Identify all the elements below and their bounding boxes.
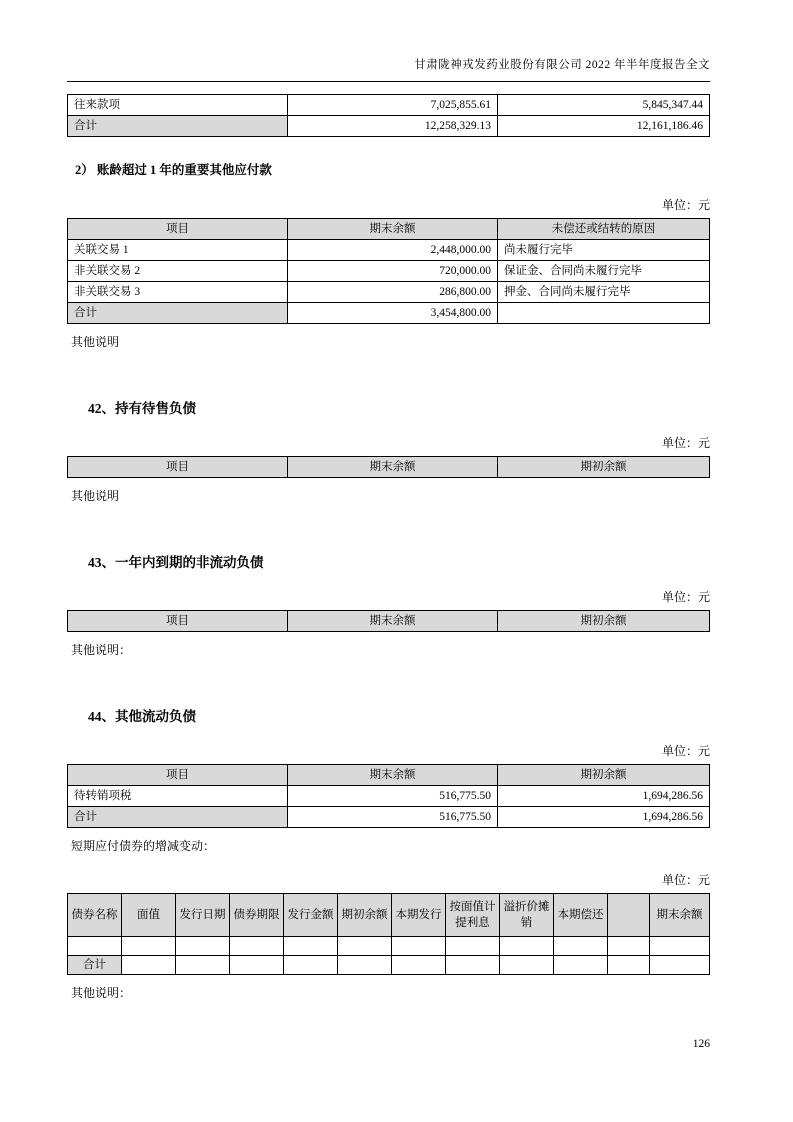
reason-cell: 保证金、合同尚未履行完毕 [498,261,710,282]
column-header-premium-amortization: 溢折价摊销 [500,894,554,937]
other-current-liabilities-table [67,764,710,828]
ending-balance-cell: 12,258,329.13 [288,116,498,137]
section-title-42: 42、持有待售负债 [88,401,196,416]
blank-header-cell [608,894,650,937]
empty-cell [650,956,710,975]
document-header: 甘肃陇神戎发药业股份有限公司 2022 年半年度报告全文 [67,56,710,82]
empty-cell [392,956,446,975]
table-row [68,786,710,807]
empty-cell [338,956,392,975]
held-for-sale-liabilities-table [67,456,710,478]
empty-row [68,937,710,956]
table-row [68,95,710,116]
payables-continuation-table [67,94,710,137]
ending-balance-cell: 286,800.00 [288,282,498,303]
empty-cell [284,937,338,956]
empty-cell [608,956,650,975]
empty-cell [392,937,446,956]
column-header-ending-balance: 期末余额 [650,894,710,937]
column-header-interest-at-face: 按面值计提利息 [446,894,500,937]
column-header-current-issue: 本期发行 [392,894,446,937]
page-number: 126 [692,1038,710,1050]
empty-cell [230,956,284,975]
total-label-cell: 合计 [68,116,288,137]
empty-cell [122,956,176,975]
column-header-ending: 期末余额 [288,765,498,786]
ending-balance-cell: 516,775.50 [288,807,498,828]
total-label-cell: 合计 [68,303,288,324]
reason-cell: 尚未履行完毕 [498,240,710,261]
total-label-cell: 合计 [68,807,288,828]
item-cell: 往来款项 [68,95,288,116]
header-row [68,611,710,632]
unit-label: 单位：元 [661,590,710,604]
beginning-balance-cell: 5,845,347.44 [498,95,710,116]
total-label-cell: 合计 [68,956,122,975]
total-row [68,116,710,137]
empty-cell [500,956,554,975]
unit-label: 单位：元 [661,198,710,212]
noncurrent-liabilities-due-table [67,610,710,632]
unit-label: 单位：元 [661,873,710,887]
item-cell: 待转销项税 [68,786,288,807]
unit-label: 单位：元 [661,744,710,758]
item-cell: 非关联交易 3 [68,282,288,303]
column-header-bond-name: 债券名称 [68,894,122,937]
bonds-change-note: 短期应付债券的增减变动： [71,839,216,853]
reason-cell: 押金、合同尚未履行完毕 [498,282,710,303]
empty-cell [176,937,230,956]
empty-cell [284,956,338,975]
column-header-beginning: 期初余额 [498,457,710,478]
beginning-balance-cell: 12,161,186.46 [498,116,710,137]
column-header-ending: 期末余额 [288,219,498,240]
beginning-balance-cell: 1,694,286.56 [498,786,710,807]
section-title-44: 44、其他流动负债 [88,709,196,724]
table-row [68,282,710,303]
other-notes-label: 其他说明： [71,986,132,1000]
empty-cell [230,937,284,956]
empty-cell [500,937,554,956]
total-row [68,807,710,828]
ending-balance-cell: 720,000.00 [288,261,498,282]
ending-balance-cell: 516,775.50 [288,786,498,807]
column-header-issue-amount: 发行金额 [284,894,338,937]
header-row [68,219,710,240]
header-row [68,894,710,937]
column-header-item: 项目 [68,219,288,240]
item-cell: 关联交易 1 [68,240,288,261]
empty-cell [176,956,230,975]
section-title-43: 43、一年内到期的非流动负债 [88,555,264,570]
aging-table [67,218,710,324]
reason-cell [498,303,710,324]
header-row [68,457,710,478]
table-row [68,261,710,282]
column-header-item: 项目 [68,611,288,632]
ending-balance-cell: 2,448,000.00 [288,240,498,261]
column-header-beginning-balance: 期初余额 [338,894,392,937]
subsection-title-aging: 2） 账龄超过 1 年的重要其他应付款 [75,163,272,177]
beginning-balance-cell: 1,694,286.56 [498,807,710,828]
ending-balance-cell: 7,025,855.61 [288,95,498,116]
column-header-beginning: 期初余额 [498,611,710,632]
empty-cell [446,937,500,956]
column-header-current-repayment: 本期偿还 [554,894,608,937]
column-header-item: 项目 [68,457,288,478]
column-header-bond-term: 债券期限 [230,894,284,937]
table-row [68,240,710,261]
column-header-issue-date: 发行日期 [176,894,230,937]
empty-cell [650,937,710,956]
total-row [68,303,710,324]
column-header-ending: 期末余额 [288,457,498,478]
empty-cell [554,956,608,975]
item-cell: 非关联交易 2 [68,261,288,282]
column-header-ending: 期末余额 [288,611,498,632]
ending-balance-cell: 3,454,800.00 [288,303,498,324]
column-header-face-value: 面值 [122,894,176,937]
short-term-bonds-table [67,893,710,975]
header-row [68,765,710,786]
empty-cell [446,956,500,975]
column-header-reason: 未偿还或结转的原因 [498,219,710,240]
empty-cell [608,937,650,956]
other-notes-label: 其他说明 [71,335,120,349]
empty-cell [68,937,122,956]
other-notes-label: 其他说明： [71,643,132,657]
empty-cell [122,937,176,956]
empty-cell [554,937,608,956]
other-notes-label: 其他说明 [71,489,120,503]
column-header-item: 项目 [68,765,288,786]
column-header-beginning: 期初余额 [498,765,710,786]
unit-label: 单位：元 [661,436,710,450]
total-row [68,956,710,975]
empty-cell [338,937,392,956]
